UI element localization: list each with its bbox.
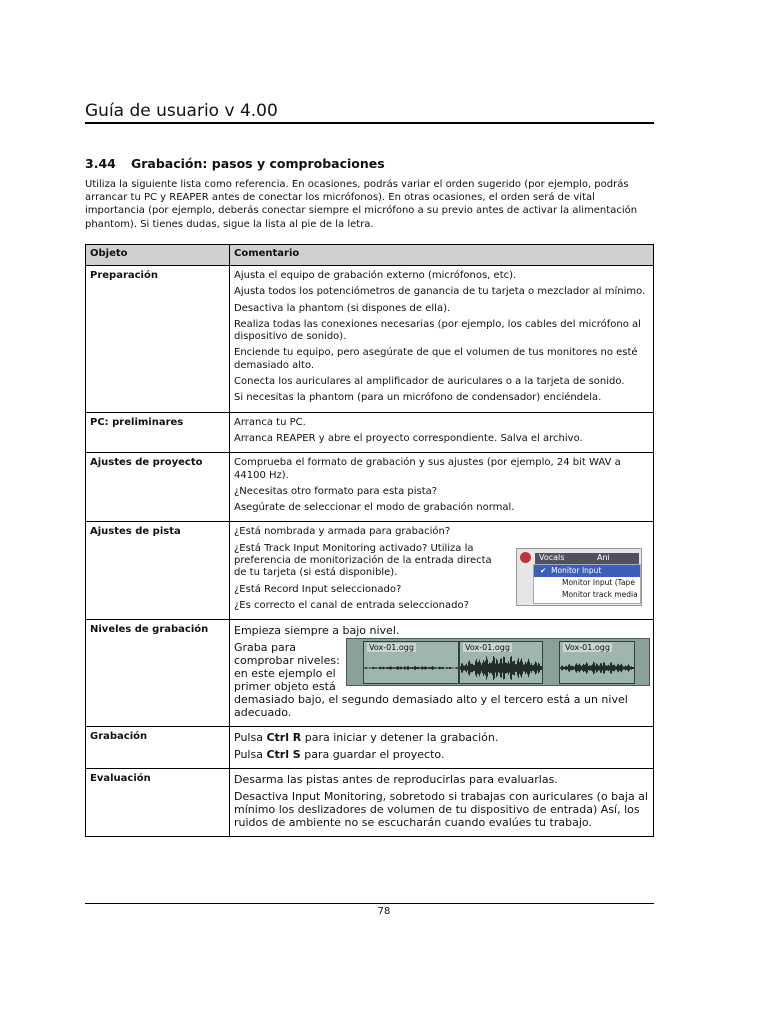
menu-item-monitor-input: ✔ Monitor Input	[534, 565, 640, 577]
comment-line: Realiza todas las conexiones necesarias (por ejemplo, los cables del micrófono al dispositivo de sonido).	[234, 318, 641, 343]
section-title: Grabación: pasos y comprobaciones	[131, 156, 385, 171]
comment-line: Arranca REAPER y abre el proyecto correspondiente. Salva el archivo.	[234, 432, 583, 444]
comment-line: ¿Es correcto el canal de entrada seleccionado?	[234, 599, 469, 611]
table-row-evaluacion	[86, 769, 654, 837]
waveform-screenshot	[346, 638, 650, 686]
table-row-niveles	[86, 620, 654, 727]
track-monitor-screenshot	[516, 548, 642, 606]
comment-line: Arranca tu PC.	[234, 416, 306, 428]
comment-line: Desactiva la phantom (si dispones de ella).	[234, 302, 451, 314]
table-row-proyecto	[86, 453, 654, 522]
row-label: Preparación	[86, 266, 230, 413]
text-run: para iniciar y detener la grabación.	[301, 731, 499, 745]
header-comentario: Comentario	[230, 245, 654, 266]
comment-line: ¿Está nombrada y armada para grabación?	[234, 526, 451, 538]
waveform-path	[561, 662, 634, 674]
document-header-title: Guía de usuario v 4.00	[85, 101, 278, 121]
clip-label: Vox-01.ogg	[465, 643, 510, 653]
footer-rule	[85, 903, 654, 904]
text-run: Pulsa	[234, 748, 267, 762]
menu-item-label: Monitor Input	[551, 566, 602, 576]
monitor-menu	[533, 564, 641, 604]
table-row-grabacion	[86, 727, 654, 769]
table-header-row	[86, 245, 654, 266]
row-label: Ajustes de pista	[86, 522, 230, 620]
row-comment	[230, 522, 654, 620]
shortcut-ctrl-r: Ctrl R	[266, 731, 302, 745]
comment-line: Enciende tu equipo, pero asegúrate de que el volumen de tus monitores no esté demasiado alto.	[234, 347, 638, 371]
section-heading	[85, 156, 385, 171]
table-row-pista	[86, 522, 654, 620]
niveles-content	[234, 624, 649, 719]
waveform-graphic	[364, 654, 458, 682]
waveform-path	[461, 656, 542, 680]
comment-line	[234, 731, 649, 744]
row-label: Evaluación	[86, 769, 230, 837]
comment-line: Ajusta el equipo de grabación externo (micrófonos, etc).	[234, 270, 517, 281]
comment-line: Si necesitas la phantom (para un micrófono de condensador) enciéndela.	[234, 392, 602, 404]
track-input: Ani	[597, 553, 610, 563]
text-run: para guardar el proyecto.	[300, 748, 445, 762]
waveform-graphic	[460, 654, 542, 682]
comment-line: ¿Está Track Input Monitoring activado? Utiliza la preferencia de monitorización de la entrada directa de tu tarjeta (si está disponible).	[234, 542, 492, 579]
comment-line: Conecta los auriculares al amplificador de auriculares o a la tarjeta de sonido.	[234, 376, 625, 388]
comment-line: ¿Está Record Input seleccionado?	[234, 583, 402, 595]
waveform-graphic	[560, 654, 634, 682]
audio-clip	[559, 641, 635, 684]
section-number: 3.44	[85, 156, 116, 171]
comment-line: Empieza siempre a bajo nivel.	[234, 624, 400, 638]
checklist-table	[85, 244, 654, 837]
row-comment	[230, 727, 654, 769]
track-name: Vocals	[539, 553, 565, 563]
row-label: Grabación	[86, 727, 230, 769]
comment-line: Desarma las pistas antes de reproducirlas para evaluarlas.	[234, 773, 558, 787]
table-row-preparacion	[86, 266, 654, 413]
shortcut-ctrl-s: Ctrl S	[266, 748, 301, 762]
intro-paragraph: Utiliza la siguiente lista como referencia. En ocasiones, podrás variar el orden sugerido (por ejemplo, podrás arrancar tu PC y REAPER antes de conectar los micrófonos). En otras ocasiones, el orden será de vital importancia (por ejemplo, deberás conectar siempre el micrófono a su previo antes de activar la alimentación phantom). Si tienes dudas, sigue la lista al pie de la letra.	[85, 179, 638, 230]
text-run: Pulsa	[234, 731, 267, 745]
header-objeto: Objeto	[86, 245, 230, 266]
row-label: Ajustes de proyecto	[86, 453, 230, 522]
comment-line: Graba para comprobar niveles: en este ejemplo el primer objeto está	[234, 641, 340, 694]
header-rule	[85, 122, 654, 124]
comment-line	[234, 748, 649, 761]
page-number: 78	[377, 906, 391, 917]
track-header-bar	[535, 553, 639, 564]
row-label: PC: preliminares	[86, 412, 230, 453]
menu-item-monitor-media: Monitor track media	[562, 590, 638, 600]
comment-line: ¿Necesitas otro formato para esta pista?	[234, 485, 438, 497]
waveform-path	[365, 666, 458, 670]
comment-line: Comprueba el formato de grabación y sus ajustes (por ejemplo, 24 bit WAV a 44100 Hz).	[234, 457, 621, 481]
row-comment	[230, 769, 654, 837]
audio-clip	[459, 641, 543, 684]
row-comment	[230, 620, 654, 727]
row-comment	[230, 412, 654, 453]
comment-line: Asegúrate de seleccionar el modo de grabación normal.	[234, 502, 515, 514]
menu-item-monitor-tape: Monitor Input (Tape	[562, 578, 635, 588]
pista-content	[234, 526, 649, 612]
row-comment	[230, 266, 654, 413]
comment-line: Desactiva Input Monitoring, sobretodo si trabajas con auriculares (o baja al mínimo los deslizadores de volumen de tu dispositivo de entrada) Así, los ruidos de ambiente no se escucharán cuando evalúes tu trabajo.	[234, 790, 648, 830]
row-label: Niveles de grabación	[86, 620, 230, 727]
comment-line: Ajusta todos los potenciómetros de ganancia de tu tarjeta o mezclador al mínimo.	[234, 286, 646, 298]
table-row-pc	[86, 412, 654, 453]
row-comment	[230, 453, 654, 522]
comment-line: demasiado bajo, el segundo demasiado alto y el tercero está a un nivel adecuado.	[234, 693, 628, 720]
record-arm-icon	[520, 552, 531, 563]
audio-clip	[363, 641, 459, 684]
clip-label: Vox-01.ogg	[565, 643, 610, 653]
clip-label: Vox-01.ogg	[369, 643, 414, 653]
